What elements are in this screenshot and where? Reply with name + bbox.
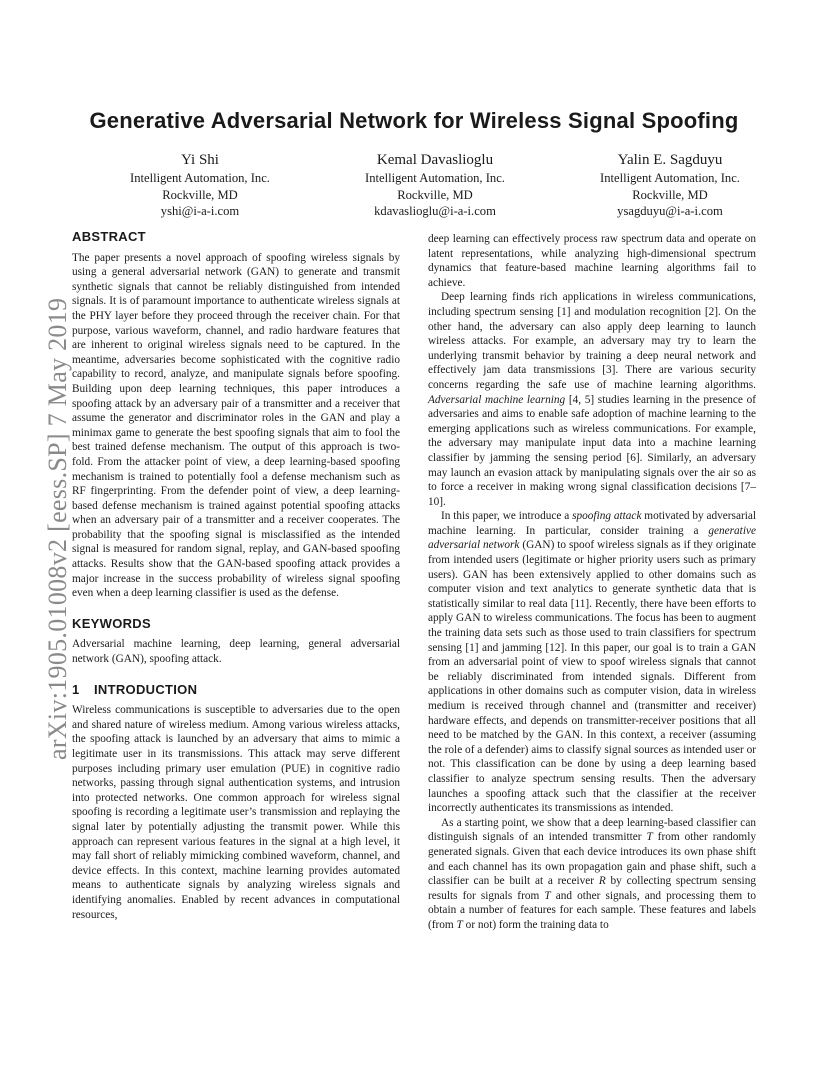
section-title: INTRODUCTION xyxy=(94,681,198,697)
intro-paragraph-2: Deep learning finds rich applications in wireless communications, including spectrum sensing [1] and modulation recognition [2]. On the other hand, the adversary can also apply deep learning to launch wireless attacks. For example, an adversary may try to learn the underlying transmit behavior by training a deep neural network and effectively jam data transmissions [3]. There are various security concerns regarding the safe use of machine learning algorithms. Adversarial machine learning [4, 5] studies learning in the presence of adversaries and aims to enable safe adoption of machine learning to the emerging applications such as wireless communications. For example, the adversary may manipulate input data into a machine learning classifier by jamming the sensing period [6]. Similarly, an adversary may launch an evasion attack by manipulating signals over the air so as to force a receiver in making wrong signal classification decisions [7–10]. xyxy=(428,291,756,508)
right-column xyxy=(428,232,756,933)
paper-title: Generative Adversarial Network for Wireless Signal Spoofing xyxy=(89,108,739,133)
author-name: Yalin E. Sagduyu xyxy=(617,152,723,168)
introduction-heading xyxy=(72,683,400,698)
author-3 xyxy=(560,150,780,220)
author-affiliation: Intelligent Automation, Inc. xyxy=(365,171,505,185)
author-1 xyxy=(90,150,310,220)
abstract-heading: ABSTRACT xyxy=(72,229,146,244)
author-name: Kemal Davaslioglu xyxy=(376,152,494,168)
author-affiliation: Intelligent Automation, Inc. xyxy=(130,171,270,185)
author-location: Rockville, MD xyxy=(397,187,473,202)
term-spoofing-attack: spoofing attack xyxy=(572,510,642,523)
intro-paragraph-4: As a starting point, we show that a deep learning-based classifier can distinguish signals of an intended transmitter T from other randomly generated signals. Given that each device introduces its own phase shift and each channel has its own propagation gain and phase shift, such a classifier can be built at a receiver R by collecting spectrum sensing results for signals from T and other signals, and processing them to obtain a number of features for each sample. These features and labels (from T or not) form the training data to xyxy=(428,816,756,931)
abstract-text: The paper presents a novel approach of spoofing wireless signals by using a general adversarial network (GAN) to generate and transmit synthetic signals that cannot be reliably distinguished from intended signals. It is of paramount importance to authenticate wireless signals at the PHY layer before they proceed through the receiver chain. For that purpose, various waveform, channel, and radio hardware features that are inherent to original wireless signals need to be captured. In the meantime, adversaries become sophisticated with the cognitive radio capability to record, analyze, and manipulate signals before spoofing. Building upon deep learning techniques, this paper introduces a spoofing attack by an adversary pair of a transmitter and a receiver that assume the generator and discriminator roles in the GAN and play a minimax game to generate the best spoofing signals that aim to fool the best trained defense mechanism. The output of this approach is two-fold. From the attacker point of view, a deep learning-based spoofing mechanism is trained to potentially fool a defense mechanism such as RF fingerprinting. From the defender point of view, a deep learning-based defense mechanism is trained against potential spoofing attacks when an adversary pair of a transmitter and a receiver cooperates. The probability that the spoofing signal is misclassified as the intended signal is measured for random signal, replay, and GAN-based spoofing attacks. Results show that the GAN-based spoofing attack provides a major increase in the success probability of wireless signal spoofing even when a deep learning classifier is used as the defense. xyxy=(72,251,400,600)
arxiv-identifier: arXiv:1905.01008v2 [eess.SP] 7 May 2019 xyxy=(43,297,72,760)
intro-paragraph-1: Wireless communications is susceptible to adversaries due to the open and shared nature of wireless medium. Among various wireless attacks, the spoofing attack is launched by an adversary that aims to mimic a legitimate user in its transmissions. This attack may serve different purposes including primary user emulation (PUE) in cognitive radio networks, passing through signal authentication systems, and intrusion into protected networks. One common approach for wireless signal spoofing is recording a legitimate user’s transmission and replaying the signal later by potentially adjusting the transmit power. While this approach can represent various features in the signal at a high level, it may fall short of reliably mimicking combined waveform, channel, and device effects. In this context, machine learning provides automated means to authenticate signals by analyzing wireless signals and identifying anomalies. Enabled by recent advances in computational resources, xyxy=(72,704,400,921)
section-number: 1 xyxy=(72,681,80,697)
author-location: Rockville, MD xyxy=(162,187,238,202)
term-gan: generative adversarial network xyxy=(428,524,756,552)
author-email: yshi@i-a-i.com xyxy=(160,204,240,219)
term-adversarial-ml: Adversarial machine learning xyxy=(428,393,566,406)
author-2 xyxy=(325,150,545,220)
intro-paragraph-1-continued: deep learning can effectively process raw spectrum data and operate on latent representations, while analyzing high-dimensional spectrum dynamics that feature-based machine learning algorithms fail to achieve. xyxy=(428,233,756,289)
intro-paragraph-3: In this paper, we introduce a spoofing attack motivated by adversarial machine learning. In particular, consider training a generative adversarial network (GAN) to spoof wireless signals as if they originate from intended users (legitimate or higher priority users such as primary users). GAN has been extensively applied to other domains such as computer vision and text analytics to generate synthetic data that is statistically similar to real data [11]. Recently, there have been efforts to apply GAN to wireless communications. The focus has been to augment the training data sets such as those used to train classifiers for spectrum sensing [1] and jamming [12]. In this paper, our goal is to train a GAN from an adversarial point of view to spoof wireless signals that cannot be reliably discriminated from intended signals. Different from applications in other domains such as computer vision, data in wireless medium is received through channel and (transmitter and receiver) hardware effects, and depends on transmitter-receiver positions that all need to be matched by the GAN. In this context, a receiver (assuming the role of a defender) aims to classify signal sources as intended user or not. This classification can be done by using a deep learning based classifier to analyze spectrum sensing results. Then the adversary launches a spoofing attack such that the classifier at the receiver incorrectly authenticates its transmissions as intended. xyxy=(428,510,757,815)
author-email: ysagduyu@i-a-i.com xyxy=(617,204,723,219)
author-name: Yi Shi xyxy=(181,152,219,168)
author-location: Rockville, MD xyxy=(632,187,708,202)
arxiv-sidebar xyxy=(14,280,72,760)
keywords-heading: KEYWORDS xyxy=(72,615,151,631)
left-column xyxy=(72,230,400,922)
author-email: kdavaslioglu@i-a-i.com xyxy=(374,204,496,219)
author-block xyxy=(90,150,780,220)
keywords-text: Adversarial machine learning, deep learning, general adversarial network (GAN), spoofing attack. xyxy=(72,638,400,666)
author-affiliation: Intelligent Automation, Inc. xyxy=(600,171,740,185)
